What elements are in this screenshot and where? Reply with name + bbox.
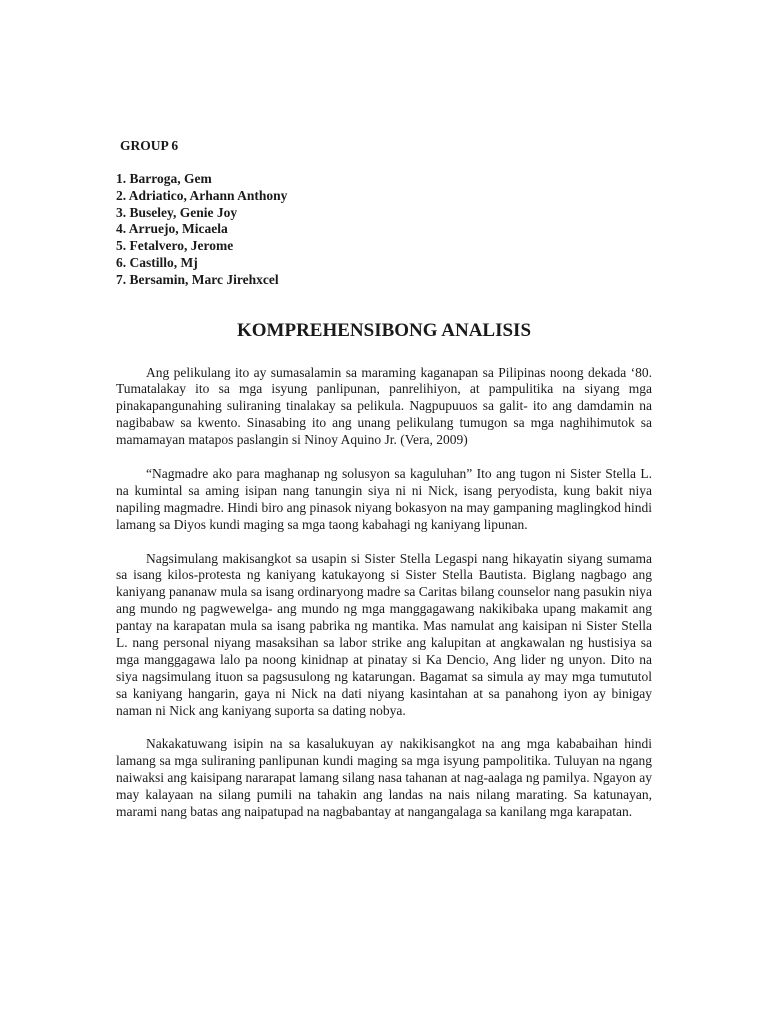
document-page: [116, 137, 652, 838]
document-title: KOMPREHENSIBONG ANALISIS: [236, 319, 532, 341]
member-item: 5. Fetalvero, Jerome: [116, 238, 234, 254]
body-paragraph: Nakakatuwang isipin na sa kasalukuyan ay nakikisangkot na ang mga kababaihan hindi lamang sa mga suliraning panlipunan kundi maging sa mga isyung pampolitika. Tuluyan na ngang naiwaksi ang kaisipang nararapat lamang silang nasa tahanan at nag-aalaga ng pamilya. Ngayon ay may kalayaan na silang pumili na tahakin ang landas na nais nilang marating. Sa katunayan, marami nang batas ang naipatupad na nagbabantay at nangangalaga sa kanilang mga karapatan.: [116, 736, 652, 820]
member-item: 4. Arruejo, Micaela: [116, 221, 228, 237]
member-item: 6. Castillo, Mj: [116, 254, 198, 270]
member-item: 2. Adriatico, Arhann Anthony: [116, 187, 288, 203]
body-paragraph: Nagsimulang makisangkot sa usapin si Sister Stella Legaspi nang hikayatin siyang sumama sa isang kilos-protesta ng kaniyang katukayong si Sister Stella Bautista. Biglang nagbago ang kaniyang pananaw mula sa isang ordinaryong madre sa Caritas bilang counselor nang pasukin niya ang mundo ng pagwewelga- ang mundo ng mga manggagawang nakikibaka upang makamit ang pantay na karapatan mula sa isang pabrika ng mantika. Mas namulat ang kaisipan ni Sister Stella L. nang personal niyang masaksihan sa labor strike ang kalupitan at angkawalan ng hustisiya sa mga manggagawa lalo pa noong kinidnap at pinatay si Ka Dencio, Ang lider ng unyon. Dito na siya nagsimulang ituon sa pagsusulong ng katarungan. Bagamat sa simula ay may mga tumututol sa kaniyang hangarin, gaya ni Nick na dati niyang kasintahan at sa panahong iyon ay binigay naman ni Nick ang kaniyang suporta sa dating nobya.: [116, 550, 652, 718]
group-label: GROUP 6: [120, 138, 179, 153]
member-item: 1. Barroga, Gem: [116, 171, 212, 186]
member-item: 3. Buseley, Genie Joy: [116, 204, 238, 220]
body-paragraph: “Nagmadre ako para maghanap ng solusyon sa kaguluhan” Ito ang tugon ni Sister Stella L. na kumintal sa aming isipan nang tanungin siya ni ni Nick, isang peryodista, kung bakit niya napiling magmadre. Hindi biro ang pinasok niyang bokasyon na may gampaning maglingkod hindi lamang sa Diyos kundi maging sa mga taong kabahagi ng kaniyang lipunan.: [116, 466, 652, 532]
member-item: 7. Bersamin, Marc Jirehxcel: [116, 271, 279, 287]
body-paragraph: Ang pelikulang ito ay sumasalamin sa maraming kaganapan sa Pilipinas noong dekada ‘80. Tumatalakay ito sa mga isyung panlipunan, panrelihiyon, at pampulitika na siyang mga pinakapangunahing suliraning tinalakay sa pelikula. Nagpupuuos sa galit- ito ang damdamin na nagibabaw sa kwento. Sinasabing ito ang unang pelikulang tumugon sa mga naghihimutok sa mamamayan matapos paslangin si Ninoy Aquino Jr. (Vera, 2009): [116, 364, 652, 448]
member-list: [116, 171, 652, 289]
